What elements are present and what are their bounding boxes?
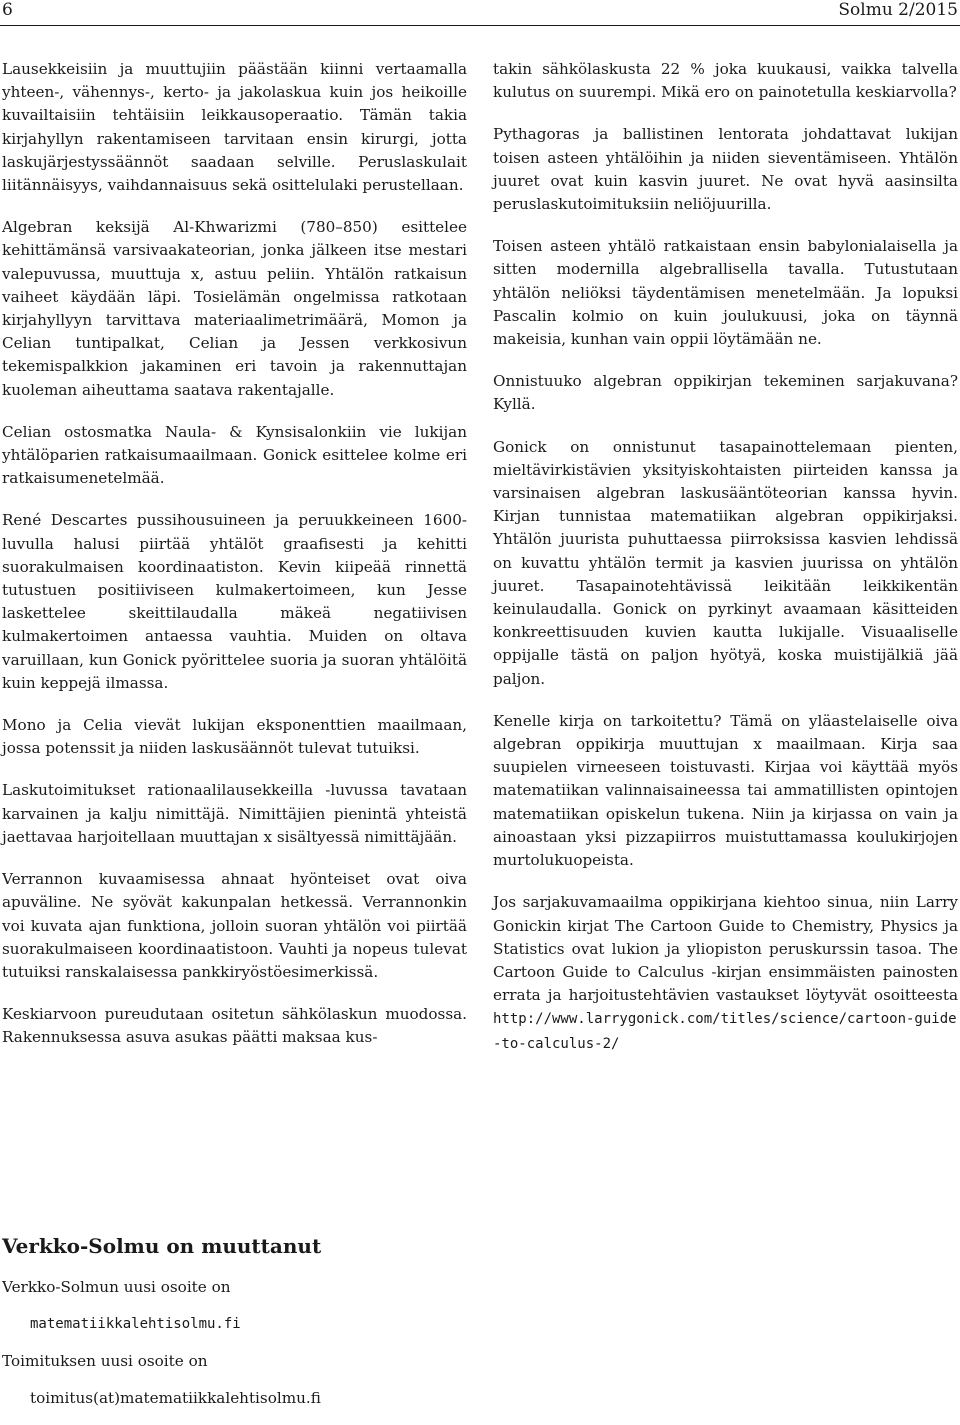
- paragraph: Laskutoimitukset rationaalilausekkeilla -luvussa tavataan karvainen ja kalju nimittäjä. Nimittäjien pienintä yhteistä jaettavaa harjoitellaan muuttajan x sisältyessä nimittäjään.: [2, 781, 467, 846]
- paragraph: Mono ja Celia vievät lukijan eksponenttien maailmaan, jossa potenssit ja niiden laskusäännöt tulevat tutuiksi.: [2, 716, 467, 758]
- paragraph: Kenelle kirja on tarkoitettu? Tämä on yläastelaiselle oiva algebran oppikirja muuttujan x maailmaan. Kirja saa suupielen virneeseen toistuvasti. Kirjaa voi käyttää myös matematiikan valinnaisaineessa tai ammatillisten opintojen matematiikan opiskelun tukena. Niin ja kirjassa on vain ja ainoastaan yksi pizzapiirros muistuttamassa koulukirjojen murtolukuopeista.: [493, 711, 958, 870]
- paragraph: Lausekkeisiin ja muuttujiin päästään kiinni vertaamalla yhteen-, vähennys-, kerto- ja jakolaskua kuin jos heikoille kuvailtaisiin tehtäisiin leikkausoperaatio. Tämän takia kirjahyllyn rakentamiseen tarvitaan ensin kirurgi, jotta laskujärjestyssäännöt saadaan selville. Peruslaskulait liitännäisyys, vaihdannaisuus sekä osittelulaki perustellaan.: [2, 60, 467, 195]
- header-rule: [0, 25, 960, 26]
- paragraph: Keskiarvoon pureudutaan ositetun sähkölaskun muodossa. Rakennuksessa asuva asukas päätti maksaa kus-: [2, 1005, 467, 1047]
- journal-issue: Solmu 2/2015: [838, 0, 958, 20]
- paragraph: Gonick on onnistunut tasapainottelemaan pienten, mieltävirkistävien yksityiskohtaisten piirteiden kanssa ja varsinaisen algebran laskusääntöteorian kanssa hyvin. Kirjan tunnistaa matematiikan algebran oppikirjaksi. Yhtälön juurista puhuttaessa piirroksissa kasvien lehdissä on kuvattu yhtälön termit ja kasvien juurissa on yhtälön juuret. Tasapainotehtävissä leikitään leikkikentän keinulaudalla. Gonick on pyrkinyt avaamaan käsitteiden konkreettisuuden kuvien kautta lukijalle. Visuaaliselle oppijalle tästä on paljon hyötyä, koska muistijälkiä jää paljon.: [493, 437, 958, 688]
- new-address-label: Verkko-Solmun uusi osoite on: [2, 1278, 231, 1296]
- paragraph: Onnistuuko algebran oppikirjan tekeminen sarjakuvana? Kyllä.: [493, 372, 958, 414]
- paragraph: Algebran keksijä Al-Khwarizmi (780–850) esittelee kehittämänsä varsivaakateorian, jonka jälkeen itse mestari valepuvussa, muuttuja x, astuu peliin. Yhtälön ratkaisun vaiheet käydään läpi. Tosielämän ongelmissa ratkotaan kirjahyllyyn tarvittava materiaalimetrimäärä, Momon ja Celian tuntipalkat, Celian ja Jessen verkkosivun tekemispalkkion jakaminen eri tavoin ja rakennuttajan kuoleman aiheuttama saatava rakentajalle.: [2, 218, 467, 399]
- paragraph-text: Jos sarjakuvamaailma oppikirjana kiehtoo sinua, niin Larry Gonickin kirjat The Cartoon Guide to Chemistry, Physics ja Statistics ovat lukion ja yliopiston peruskurssin tasoa. The Cartoon Guide to Calculus -kirjan ensimmäisten painosten errata ja harjoitustehtävien vastaukset löytyvät osoitteesta: [493, 893, 958, 1005]
- left-column: [2, 58, 467, 1069]
- paragraph: Celian ostosmatka Naula- & Kynsisalonkiin vie lukijan yhtälöparien ratkaisumaailmaan. Gonick esittelee kolme eri ratkaisumenetelmää.: [2, 422, 467, 488]
- paragraph: Toisen asteen yhtälö ratkaistaan ensin babylonialaisella ja sitten modernilla algebrallisella tavalla. Tutustutaan yhtälön neliöksi täydentämisen menetelmään. Ja lopuksi Pascalin kolmio on kuin joulukuusi, joka on täynnä makeisia, kunhan vain oppii löytämään ne.: [493, 237, 958, 349]
- paragraph: Pythagoras ja ballistinen lentorata johdattavat lukijan toisen asteen yhtälöihin ja niiden sieventämiseen. Yhtälön juuret ovat kuin kasvin juuret. Ne ovat hyvä aasinsilta peruslaskutoimituksiin neliöjuurilla.: [493, 125, 958, 214]
- paragraph: Verrannon kuvaamisessa ahnaat hyönteiset ovat oiva apuväline. Ne syövät kakunpalan hetkessä. Verrannonkin voi kuvata ajan funktiona, jolloin suoran yhtälön voi piirtää suorakulmaiseen koordinaatistoon. Vauhti ja nopeus tulevat tutuiksi ranskalaisessa pankkiryöstöesimerkissä.: [2, 870, 467, 981]
- editorial-address: toimitus(at)matematiikkalehtisolmu.fi: [30, 1389, 321, 1407]
- page-number: 6: [2, 0, 13, 20]
- paragraph: takin sähkölaskusta 22 % joka kuukausi, vaikka talvella kulutus on suurempi. Mikä ero on painotetulla keskiarvolla?: [493, 60, 958, 102]
- page-header: [0, 0, 960, 22]
- notice-heading: Verkko-Solmu on muuttanut: [2, 1234, 322, 1258]
- notice-box: [2, 1232, 602, 1424]
- errata-url-link[interactable]: http://www.larrygonick.com/titles/science/cartoon-guide-to-calculus-2/: [493, 1011, 957, 1052]
- paragraph-with-link: [493, 891, 958, 1055]
- right-column: [493, 58, 958, 1075]
- paragraph: René Descartes pussihousuineen ja peruukkeineen 1600-luvulla halusi piirtää yhtälöt graafisesti ja kehitti suorakulmaisen koordinaatiston. Kevin kiipeää rinnettä tutustuen positiiviseen kulmakertoimeen, kun Jesse laskettelee skeittilaudalla mäkeä negatiivisen kulmakertoimen antaessa vauhtia. Muiden on oltava varuillaan, kun Gonick pyörittelee suoria ja suoran yhtälöitä kuin keppejä ilmassa.: [2, 511, 467, 692]
- editorial-address-label: Toimituksen uusi osoite on: [2, 1352, 208, 1370]
- new-address-link[interactable]: matematiikkalehtisolmu.fi: [30, 1316, 241, 1332]
